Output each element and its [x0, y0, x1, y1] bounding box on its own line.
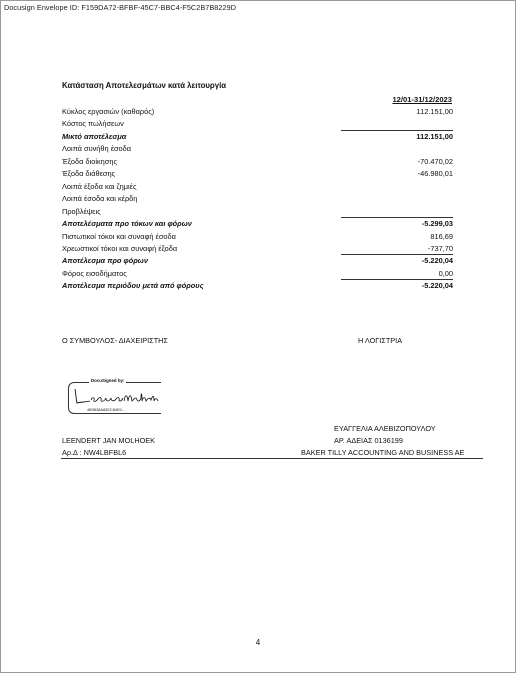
row-label: Κύκλος εργασιών (καθαρός) — [62, 107, 155, 116]
row-value: 816,69 — [430, 232, 453, 241]
page-number: 4 — [255, 638, 261, 647]
row-label: Έξοδα διοίκησης — [62, 157, 118, 166]
row-label: Λοιπά έσοδα και κέρδη — [62, 194, 138, 203]
handwritten-signature — [71, 385, 161, 407]
row-label: Πιστωτικοί τόκοι και συναφή έσοδα — [62, 232, 176, 241]
signature-rule — [61, 458, 483, 459]
administrator-title: Ο ΣΥΜΒΟΥΛΟΣ- ΔΙΑΧΕΙΡΙΣΤΗΣ — [62, 336, 168, 345]
row-value: 112.151,00 — [416, 107, 453, 116]
subtotal-rule — [341, 130, 453, 131]
subtotal-rule — [341, 254, 453, 255]
row-other-expenses — [62, 182, 453, 194]
subtotal-rule — [341, 279, 453, 280]
row-value: 0,00 — [438, 269, 453, 278]
row-label: Κόστος πωλήσεων — [62, 119, 124, 128]
docusign-hash: 480B38A83EC84E0... — [87, 407, 126, 412]
row-value: -5.220,04 — [421, 281, 453, 290]
statement-title: Κατάσταση Αποτελεσμάτων κατά λειτουργία — [62, 81, 227, 90]
row-label: Λοιπά συνήθη έσοδα — [62, 144, 132, 153]
row-value: 112.151,00 — [416, 132, 453, 141]
row-ebit — [62, 219, 453, 231]
row-revenue — [62, 107, 453, 119]
row-label: Φόρος εισοδήματος — [62, 269, 127, 278]
row-interest-income — [62, 232, 453, 244]
administrator-id: Αρ.Δ : NW4LBFBL6 — [62, 448, 127, 457]
row-other-gains — [62, 194, 453, 206]
row-label: Προβλέψεις — [62, 207, 101, 216]
accounting-company: BAKER TILLY ACCOUNTING AND BUSINESS AE — [301, 448, 465, 457]
row-admin-expenses — [62, 157, 453, 169]
row-label: Έξοδα διάθεσης — [62, 169, 116, 178]
row-gross-result — [62, 132, 453, 144]
accountant-name: ΕΥΑΓΓΕΛΙΑ ΑΛΕΒΙΖΟΠΟΥΛΟΥ — [334, 424, 436, 433]
row-label: Αποτέλεσμα προ φόρων — [62, 256, 148, 265]
row-pretax-result — [62, 256, 453, 268]
row-label: Μικτό αποτέλεσμα — [62, 132, 127, 141]
row-value: -70.470,02 — [417, 157, 453, 166]
row-selling-expenses — [62, 169, 453, 181]
row-value: -5.220,04 — [421, 256, 453, 265]
row-label: Χρεωστικοί τόκοι και συναφή έξοδα — [62, 244, 178, 253]
row-other-income — [62, 144, 453, 156]
row-value: -737,70 — [427, 244, 453, 253]
subtotal-rule — [341, 217, 453, 218]
row-value: -5.299,03 — [421, 219, 453, 228]
row-value: -46.980,01 — [417, 169, 453, 178]
row-label: Αποτελέσματα προ τόκων και φόρων — [62, 219, 192, 228]
docusign-signature-box — [68, 378, 161, 414]
docusign-label: DocuSigned by: — [91, 378, 125, 383]
row-net-result — [62, 281, 453, 293]
accountant-license: ΑΡ. ΑΔΕΙΑΣ 0136199 — [334, 436, 403, 445]
administrator-name: LEENDERT JAN MOLHOEK — [62, 436, 155, 445]
accountant-title: Η ΛΟΓΙΣΤΡΙΑ — [358, 336, 403, 345]
period-header: 12/01-31/12/2023 — [392, 95, 452, 104]
envelope-id: Docusign Envelope ID: F159DA72-BFBF-45C7-BBC4-F5C2B7B8229D — [4, 3, 237, 12]
row-label: Λοιπά έξοδα και ζημιές — [62, 182, 137, 191]
row-label: Αποτέλεσμα περιόδου μετά από φόρους — [62, 281, 204, 290]
